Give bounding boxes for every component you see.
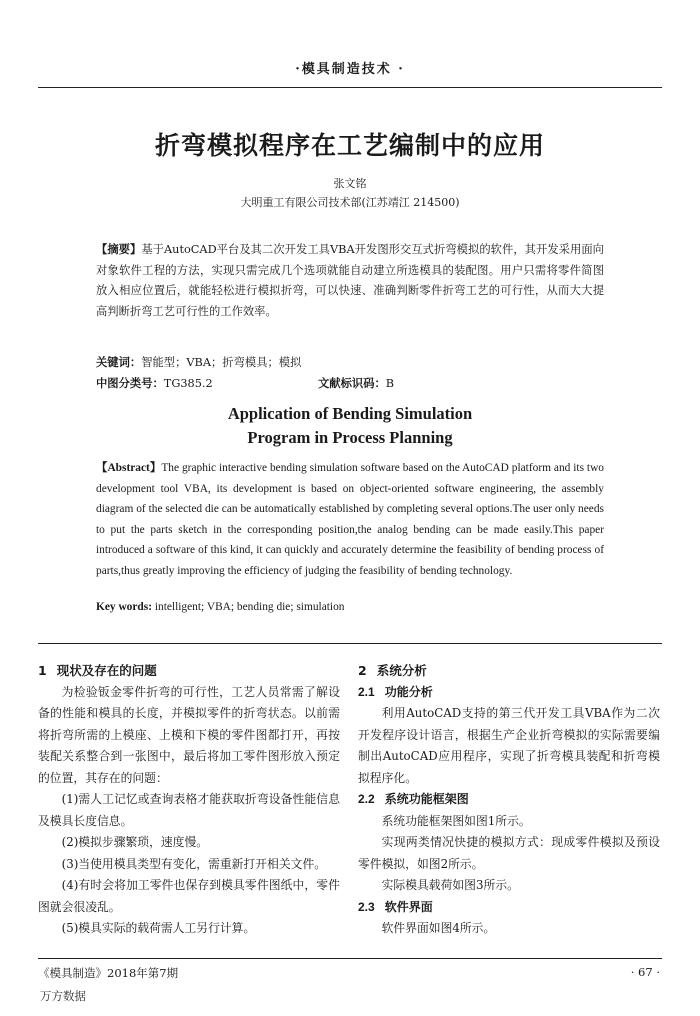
- section-1-list-item: (1)需人工记忆或查询表格才能获取折弯设备性能信息及模具长度信息。: [38, 792, 340, 828]
- subsection-2-3-heading: [358, 897, 660, 919]
- subsection-2-3-title: 软件界面: [384, 899, 433, 914]
- subsection-2-2-paragraph: 实际模具载荷如图3所示。: [381, 878, 519, 892]
- section-1-list-item: (3)当使用模具类型有变化，需重新打开相关文件。: [61, 856, 327, 871]
- abstract-en-label: 【Abstract】: [96, 462, 162, 474]
- abstract-en: [96, 458, 604, 581]
- affiliation: 大明重工有限公司技术部(江苏靖江 214500): [240, 196, 460, 209]
- doc-id: [318, 375, 394, 391]
- english-title-line2: Program in Process Planning: [247, 428, 453, 447]
- abstract-cn: [96, 240, 604, 322]
- section-1-paragraph: 为检验钣金零件折弯的可行性，工艺人员常需了解设备的性能和模具的长度，并模拟零件的折弯状态。以前需将折弯所需的上模座、上模和下模的零件图都打开，再按装配关系整合到一张图中，最后将加工零件图形放入预定的位置，其存在的问题：: [38, 684, 340, 785]
- page-number: · 67 ·: [630, 965, 660, 979]
- doc-id-value: B: [385, 377, 395, 390]
- clc-number: [96, 375, 213, 391]
- section-1-list-item: (2)模拟步骤繁琐，速度慢。: [61, 835, 209, 849]
- keywords-en: [96, 601, 344, 613]
- running-header: ·模具制造技术 ·: [295, 62, 405, 77]
- abstract-cn-text: 基于AutoCAD平台及其二次开发工具VBA开发图形交互式折弯模拟的软件，其开发采用面向对象软件工程的方法，实现只需完成几个选项就能自动建立所选模具的装配图。用户只需将零件简图放入相应位置后，就能轻松进行模拟折弯，可以快速、准确判断零件折弯工艺的可行性，从而大大提高判断折弯工艺可行性的工作效率。: [96, 243, 604, 318]
- subsection-2-3-paragraph: 软件界面如图4所示。: [381, 921, 496, 935]
- doc-id-label: 文献标识码：: [318, 377, 386, 390]
- abstract-en-text: The graphic interactive bending simulation software based on the AutoCAD platform and its two development tool VBA, its development is based on object-oriented software engineering, the assembly diagram of the selected die can be automatically established by completing several options.The user only needs to put the parts sketch in the corresponding position,the analog bending can be made easily.This paper introduced a software of this kind, it can quickly and accurately determine the feasibility of bending process of parts,thus greatly improving the efficiency of judging the feasibility of bending technology.: [96, 462, 604, 577]
- header-rule: [38, 87, 662, 88]
- subsection-2-3-number: 2.3: [358, 899, 375, 914]
- journal-citation: 《模具制造》2018年第7期: [38, 966, 179, 980]
- footer-rule: [38, 958, 662, 959]
- author: 张文铭: [333, 177, 367, 190]
- abstract-cn-label: 【摘要】: [96, 243, 142, 256]
- subsection-2-2-number: 2.2: [358, 792, 375, 806]
- keywords-en-label: Key words:: [96, 601, 152, 613]
- paper-title: 折弯模拟程序在工艺编制中的应用: [154, 131, 545, 160]
- keywords-en-text: intelligent; VBA; bending die; simulation: [152, 601, 345, 613]
- section-2-number: 2: [358, 663, 367, 678]
- section-1-list-item: (4)有时会将加工零件也保存到模具零件图纸中，零件图就会很凌乱。: [38, 878, 340, 914]
- section-2-title: 系统分析: [376, 663, 427, 678]
- subsection-2-1-paragraph: 利用AutoCAD支持的第三代开发工具VBA作为二次开发程序设计语言，根据生产企业折弯模拟的实际需要编制出AutoCAD应用程序，实现了折弯模具装配和折弯模拟程序化。: [358, 706, 660, 785]
- subsection-2-2-paragraph: 系统功能框架图如图1所示。: [381, 813, 531, 828]
- english-title-line1: Application of Bending Simulation: [227, 404, 473, 423]
- keywords-cn-text: 智能型；VBA；折弯模具；模拟: [141, 356, 302, 369]
- keywords-cn: [96, 354, 301, 370]
- subsection-2-1-heading: [358, 682, 660, 704]
- section-1-heading: [38, 660, 340, 682]
- watermark: 万方数据: [40, 989, 86, 1003]
- section-rule: [38, 643, 662, 644]
- section-1-list-item: (5)模具实际的载荷需人工另行计算。: [61, 921, 256, 935]
- clc-value: TG385.2: [163, 377, 213, 390]
- subsection-2-2-heading: [358, 789, 660, 811]
- section-1-number: 1: [38, 663, 47, 678]
- subsection-2-1-title: 功能分析: [384, 684, 433, 699]
- section-2-heading: [358, 660, 660, 682]
- subsection-2-1-number: 2.1: [358, 684, 375, 699]
- subsection-2-2-title: 系统功能框架图: [384, 792, 469, 806]
- keywords-cn-label: 关键词：: [96, 356, 142, 369]
- right-column: [358, 660, 660, 940]
- section-1-title: 现状及存在的问题: [56, 663, 157, 678]
- clc-label: 中图分类号：: [96, 377, 164, 390]
- subsection-2-2-paragraph: 实现两类情况快捷的模拟方式：现成零件模拟及预设零件模拟，如图2所示。: [358, 835, 660, 871]
- left-column: [38, 660, 340, 940]
